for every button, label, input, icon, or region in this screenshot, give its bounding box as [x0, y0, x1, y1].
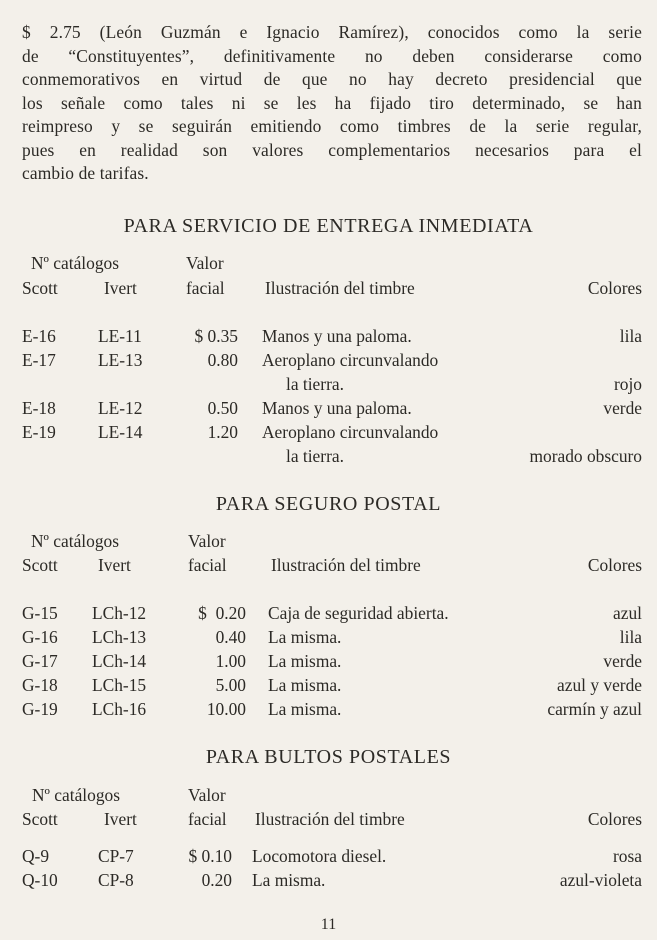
header-valor: Valor [188, 531, 226, 551]
page-number: 11 [320, 916, 337, 933]
cell-ivert: LE-13 [98, 350, 143, 370]
cell-scott: E-16 [22, 326, 56, 346]
cell-ivert: LCh-14 [92, 651, 147, 671]
cell-valor: 0.80 [207, 350, 238, 370]
cell-valor: $ 0.20 [198, 603, 246, 623]
cell-color: lila [619, 627, 642, 647]
cell-ilustracion: La misma. [252, 870, 326, 890]
cell-scott: G-15 [22, 603, 58, 623]
cell-ilustracion: la tierra. [286, 374, 344, 394]
cell-ilustracion: Locomotora diesel. [252, 846, 387, 866]
cell-color: azul y verde [557, 675, 642, 695]
header-ilustracion: Ilustración del timbre [255, 809, 405, 829]
cell-valor: $ 0.10 [188, 846, 232, 866]
header-scott: Scott [22, 555, 58, 575]
header-valor: Valor [186, 253, 224, 273]
cell-valor: 0.40 [215, 627, 246, 647]
cell-ivert: LE-12 [98, 398, 143, 418]
cell-ilustracion: La misma. [268, 627, 342, 647]
cell-ivert: LCh-16 [92, 699, 147, 719]
cell-ivert: CP-8 [98, 870, 134, 890]
intro-line: $ 2.75 (León Guzmán e Ignacio Ramírez), conocidos como la serie [22, 22, 642, 42]
cell-valor: 5.00 [215, 675, 246, 695]
cell-color: morado obscuro [529, 446, 642, 466]
header-ivert: Ivert [104, 278, 137, 298]
header-colores: Colores [587, 555, 642, 575]
cell-ilustracion: Manos y una paloma. [262, 326, 412, 346]
cell-scott: G-19 [22, 699, 58, 719]
cell-ilustracion: La misma. [268, 651, 342, 671]
cell-scott: G-16 [22, 627, 58, 647]
section-title: PARA SEGURO POSTAL [215, 493, 442, 515]
cell-scott: E-17 [22, 350, 56, 370]
intro-line: los señale como tales ni se les ha fijado tiro determinado, se han [22, 92, 642, 113]
cell-scott: E-18 [22, 398, 56, 418]
cell-scott: Q-9 [22, 846, 50, 866]
cell-ivert: LE-14 [98, 422, 143, 442]
cell-color: azul-violeta [559, 870, 642, 890]
header-facial: facial [188, 809, 227, 829]
header-colores: Colores [587, 278, 642, 298]
cell-color: rosa [613, 846, 642, 866]
cell-scott: G-18 [22, 675, 58, 695]
header-valor: Valor [188, 785, 226, 805]
cell-scott: G-17 [22, 651, 58, 671]
cell-ilustracion: La misma. [268, 699, 342, 719]
cell-valor: 1.20 [207, 422, 238, 442]
cell-ivert: LCh-15 [92, 675, 147, 695]
cell-color: verde [603, 398, 642, 418]
cell-valor: $ 0.35 [194, 326, 238, 346]
cell-color: azul [613, 603, 642, 623]
cell-valor: 0.50 [207, 398, 238, 418]
cell-ilustracion: Manos y una paloma. [262, 398, 412, 418]
intro-line: conmemorativos en virtud de que no hay decreto presidencial que [22, 69, 642, 89]
header-ilustracion: Ilustración del timbre [265, 278, 415, 298]
header-scott: Scott [22, 809, 58, 829]
cell-color: verde [603, 651, 642, 671]
intro-line: de “Constituyentes”, definitivamente no deben considerarse como [22, 45, 642, 66]
cell-color: lila [619, 326, 642, 346]
header-ilustracion: Ilustración del timbre [271, 555, 421, 575]
header-catalogos: Nº catálogos [32, 785, 120, 805]
intro-line: pues en realidad son valores complementarios necesarios para el [22, 139, 642, 160]
cell-color: rojo [613, 374, 642, 394]
header-facial: facial [186, 278, 225, 298]
intro-line: reimpreso y se seguirán emitiendo como timbres de la serie regular, [22, 116, 642, 136]
cell-valor: 1.00 [215, 651, 246, 671]
header-colores: Colores [587, 809, 642, 829]
section-title: PARA SERVICIO DE ENTREGA INMEDIATA [123, 215, 534, 237]
header-scott: Scott [22, 278, 58, 298]
intro-line: cambio de tarifas. [22, 163, 149, 183]
cell-ilustracion: Aeroplano circunvalando [262, 350, 439, 370]
cell-ivert: LE-11 [98, 326, 142, 346]
header-ivert: Ivert [98, 555, 131, 575]
cell-valor: 0.20 [201, 870, 232, 890]
cell-ivert: LCh-13 [92, 627, 147, 647]
cell-ivert: CP-7 [98, 846, 134, 866]
cell-color: carmín y azul [547, 699, 642, 719]
header-facial: facial [188, 555, 227, 575]
cell-ilustracion: Aeroplano circunvalando [262, 422, 439, 442]
cell-ilustracion: La misma. [268, 675, 342, 695]
header-catalogos: Nº catálogos [31, 253, 119, 273]
cell-ilustracion: la tierra. [286, 446, 344, 466]
cell-valor: 10.00 [206, 699, 246, 719]
cell-ivert: LCh-12 [92, 603, 147, 623]
intro-paragraph [22, 21, 642, 186]
cell-scott: Q-10 [22, 870, 58, 890]
cell-scott: E-19 [22, 422, 56, 442]
header-ivert: Ivert [104, 809, 137, 829]
header-catalogos: Nº catálogos [31, 531, 119, 551]
section-title: PARA BULTOS POSTALES [205, 746, 452, 768]
cell-ilustracion: Caja de seguridad abierta. [268, 603, 449, 623]
